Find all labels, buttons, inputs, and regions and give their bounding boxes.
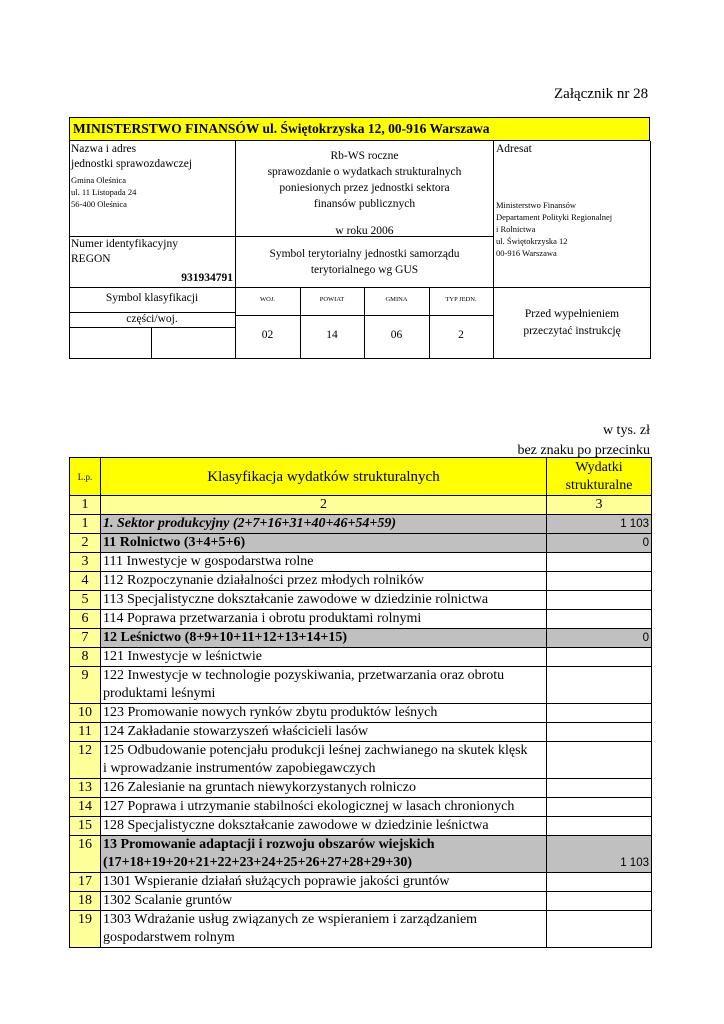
row-description-line1: 123 Promowanie nowych rynków zbytu produktów leśnych bbox=[103, 705, 438, 720]
woj-value: 02 bbox=[261, 329, 274, 341]
column-numbers-row bbox=[70, 496, 652, 515]
row-description-line1: 113 Specjalistyczne dokształcanie zawodowe w dziedzinie rolnictwa bbox=[103, 592, 489, 607]
addressee-line2: Departament Polityki Regionalnej bbox=[496, 212, 613, 222]
row-description-line1: 1303 Wdrażanie usług związanych ze wspieraniem i zarządzaniem bbox=[103, 912, 478, 927]
units-line1: w tys. zł bbox=[602, 423, 650, 438]
row-number: 16 bbox=[70, 836, 101, 873]
unit-label bbox=[71, 142, 192, 172]
table-row bbox=[70, 667, 652, 704]
row-description-line1: 125 Odbudowanie potencjału produkcji leśnej zachwianego na skutek klęsk bbox=[103, 743, 528, 758]
row-description bbox=[101, 572, 547, 591]
addressee-label: Adresat bbox=[496, 143, 532, 155]
table-row bbox=[70, 648, 652, 667]
report-title bbox=[236, 148, 493, 239]
row-description bbox=[101, 836, 547, 873]
row-value bbox=[547, 667, 652, 704]
row-description-line2: (17+18+19+20+21+22+23+24+25+26+27+28+29+30) bbox=[103, 855, 413, 870]
class-symbol-label: Symbol klasyfikacji bbox=[105, 292, 199, 304]
table-row bbox=[70, 892, 652, 911]
row-number: 5 bbox=[70, 591, 101, 610]
territorial-symbol-label bbox=[236, 246, 493, 278]
powiat-value: 14 bbox=[326, 329, 338, 341]
unit-street: ul. 11 Listopada 24 bbox=[71, 187, 137, 197]
report-desc-1: sprawozdanie o wydatkach strukturalnych bbox=[267, 166, 462, 178]
units-note bbox=[517, 421, 650, 461]
annex-label: Załącznik nr 28 bbox=[554, 86, 649, 102]
addressee-line3: i Rolnictwa bbox=[496, 224, 536, 234]
row-description-line1: 111 Inwestycje w gospodarstwa rolne bbox=[103, 554, 314, 569]
units-line2: bez znaku po przecinku bbox=[517, 443, 650, 458]
row-number: 13 bbox=[70, 779, 101, 798]
row-number: 2 bbox=[70, 534, 101, 553]
unit-name: Gmina Oleśnica bbox=[71, 175, 126, 185]
id-label-line1: Numer identyfikacyjny bbox=[71, 238, 178, 250]
row-description-line1: 128 Specjalistyczne dokształcanie zawodowe w dziedzinie leśnictwa bbox=[103, 818, 489, 833]
table-row bbox=[70, 515, 652, 534]
row-number: 15 bbox=[70, 817, 101, 836]
regon-label: REGON bbox=[71, 253, 111, 265]
row-value: 1 103 bbox=[547, 515, 652, 534]
addressee-line1: Ministerstwo Finansów bbox=[496, 200, 577, 210]
col-exp-line2: strukturalne bbox=[565, 477, 633, 493]
expenditure-table bbox=[69, 457, 652, 948]
row-number: 9 bbox=[70, 667, 101, 704]
instructions-line1: Przed wypełnieniem bbox=[524, 308, 620, 320]
row-number: 11 bbox=[70, 723, 101, 742]
row-value bbox=[547, 704, 652, 723]
unit-label-line1: Nazwa i adres bbox=[71, 143, 137, 155]
table-row bbox=[70, 779, 652, 798]
row-value bbox=[547, 779, 652, 798]
table-row bbox=[70, 591, 652, 610]
row-description-line1: 122 Inwestycje w technologie pozyskiwania, przetwarzania oraz obrotu bbox=[103, 668, 505, 683]
col-num-3: 3 bbox=[547, 496, 652, 515]
row-description-line1: 126 Zalesianie na gruntach niewykorzystanych rolniczo bbox=[103, 780, 416, 795]
row-description bbox=[101, 610, 547, 629]
row-number: 10 bbox=[70, 704, 101, 723]
gmina-label: GMINA bbox=[385, 296, 408, 303]
row-number: 14 bbox=[70, 798, 101, 817]
col-num-2: 2 bbox=[101, 496, 547, 515]
parts-label: części/woj. bbox=[126, 313, 178, 325]
row-value bbox=[547, 648, 652, 667]
row-description-line1: 11 Rolnictwo (3+4+5+6) bbox=[103, 535, 246, 550]
row-description bbox=[101, 723, 547, 742]
row-description bbox=[101, 873, 547, 892]
table-row bbox=[70, 836, 652, 873]
addressee-block bbox=[496, 199, 612, 259]
row-description-line1: 121 Inwestycje w leśnictwie bbox=[103, 649, 263, 664]
table-row bbox=[70, 798, 652, 817]
territorial-symbol-line2: terytorialnego wg GUS bbox=[310, 264, 419, 276]
row-description bbox=[101, 911, 547, 948]
powiat-label: POWIAT bbox=[319, 296, 345, 303]
row-value bbox=[547, 911, 652, 948]
col-exp-line1: Wydatki bbox=[575, 459, 623, 475]
row-description-line2: produktami leśnymi bbox=[103, 686, 216, 701]
row-value bbox=[547, 742, 652, 779]
table-row bbox=[70, 534, 652, 553]
id-label bbox=[71, 237, 178, 267]
regon-value: 931934791 bbox=[181, 272, 233, 284]
row-description bbox=[101, 798, 547, 817]
row-description bbox=[101, 742, 547, 779]
table-row bbox=[70, 572, 652, 591]
col-num-1: 1 bbox=[70, 496, 101, 515]
addressee-line4: ul. Świętokrzyska 12 bbox=[496, 236, 568, 246]
table-row bbox=[70, 553, 652, 572]
row-value: 0 bbox=[547, 629, 652, 648]
row-description bbox=[101, 648, 547, 667]
unit-address bbox=[71, 174, 136, 210]
row-number: 18 bbox=[70, 892, 101, 911]
unit-city: 56-400 Oleśnica bbox=[71, 199, 127, 209]
typ-value: 2 bbox=[458, 329, 464, 341]
row-description-line1: 1302 Scalanie gruntów bbox=[103, 893, 233, 908]
row-number: 1 bbox=[70, 515, 101, 534]
col-exp-header bbox=[547, 458, 652, 496]
row-value bbox=[547, 553, 652, 572]
row-number: 4 bbox=[70, 572, 101, 591]
row-description bbox=[101, 892, 547, 911]
table-row bbox=[70, 704, 652, 723]
instructions-note bbox=[494, 306, 650, 340]
row-description-line1: 127 Poprawa i utrzymanie stabilności ekologicznej w lasach chronionych bbox=[103, 799, 515, 814]
row-description-line1: 124 Zakładanie stowarzyszeń właścicieli lasów bbox=[103, 724, 369, 739]
col-lp-header: L.p. bbox=[70, 458, 101, 496]
row-value: 1 103 bbox=[547, 836, 652, 873]
report-desc-2: poniesionych przez jednostki sektora bbox=[279, 182, 450, 194]
unit-label-line2: jednostki sprawozdawczej bbox=[71, 158, 193, 170]
row-value: 0 bbox=[547, 534, 652, 553]
report-year: w roku 2006 bbox=[335, 225, 394, 237]
row-value bbox=[547, 873, 652, 892]
territorial-symbol-line1: Symbol terytorialny jednostki samorządu bbox=[269, 248, 460, 260]
report-name: Rb-WS roczne bbox=[330, 150, 399, 162]
row-description bbox=[101, 553, 547, 572]
row-number: 8 bbox=[70, 648, 101, 667]
row-value bbox=[547, 892, 652, 911]
row-description bbox=[101, 779, 547, 798]
row-description-line2: gospodarstwem rolnym bbox=[103, 930, 235, 945]
report-desc-3: finansów publicznych bbox=[313, 198, 416, 210]
row-description bbox=[101, 515, 547, 534]
table-row bbox=[70, 723, 652, 742]
row-description-line2: i wprowadzanie instrumentów zapobiegawczych bbox=[103, 761, 376, 776]
instructions-line2: przeczytać instrukcję bbox=[523, 325, 621, 337]
row-description-line1: 13 Promowanie adaptacji i rozwoju obszarów wiejskich bbox=[103, 837, 435, 852]
row-description bbox=[101, 591, 547, 610]
row-value bbox=[547, 610, 652, 629]
row-description-line1: 114 Poprawa przetwarzania i obrotu produktami rolnymi bbox=[103, 611, 422, 626]
ministry-title: MINISTERSTWO FINANSÓW ul. Świętokrzyska 12, 00-916 Warszawa bbox=[69, 117, 650, 141]
row-value bbox=[547, 723, 652, 742]
row-number: 7 bbox=[70, 629, 101, 648]
table-header-row bbox=[70, 458, 652, 496]
addressee-line5: 00-916 Warszawa bbox=[496, 248, 557, 258]
row-value bbox=[547, 798, 652, 817]
table-row bbox=[70, 817, 652, 836]
woj-label: WOJ. bbox=[260, 296, 275, 303]
row-number: 17 bbox=[70, 873, 101, 892]
row-description bbox=[101, 534, 547, 553]
table-row bbox=[70, 911, 652, 948]
row-description bbox=[101, 817, 547, 836]
row-description bbox=[101, 704, 547, 723]
row-value bbox=[547, 572, 652, 591]
row-description-line1: 1301 Wspieranie działań służących poprawie jakości gruntów bbox=[103, 874, 450, 889]
table-row bbox=[70, 629, 652, 648]
row-description bbox=[101, 667, 547, 704]
row-description-line1: 12 Leśnictwo (8+9+10+11+12+13+14+15) bbox=[103, 630, 348, 645]
row-number: 6 bbox=[70, 610, 101, 629]
typ-label: TYP JEDN. bbox=[445, 296, 477, 303]
row-number: 19 bbox=[70, 911, 101, 948]
row-description bbox=[101, 629, 547, 648]
col-class-header: Klasyfikacja wydatków strukturalnych bbox=[101, 458, 547, 496]
row-value bbox=[547, 591, 652, 610]
table-row bbox=[70, 610, 652, 629]
table-row bbox=[70, 873, 652, 892]
row-number: 12 bbox=[70, 742, 101, 779]
row-description-line1: 1. Sektor produkcyjny (2+7+16+31+40+46+54+59) bbox=[103, 516, 397, 531]
row-number: 3 bbox=[70, 553, 101, 572]
gmina-value: 06 bbox=[390, 329, 403, 341]
row-value bbox=[547, 817, 652, 836]
table-row bbox=[70, 742, 652, 779]
row-description-line1: 112 Rozpoczynanie działalności przez młodych rolników bbox=[103, 573, 424, 588]
